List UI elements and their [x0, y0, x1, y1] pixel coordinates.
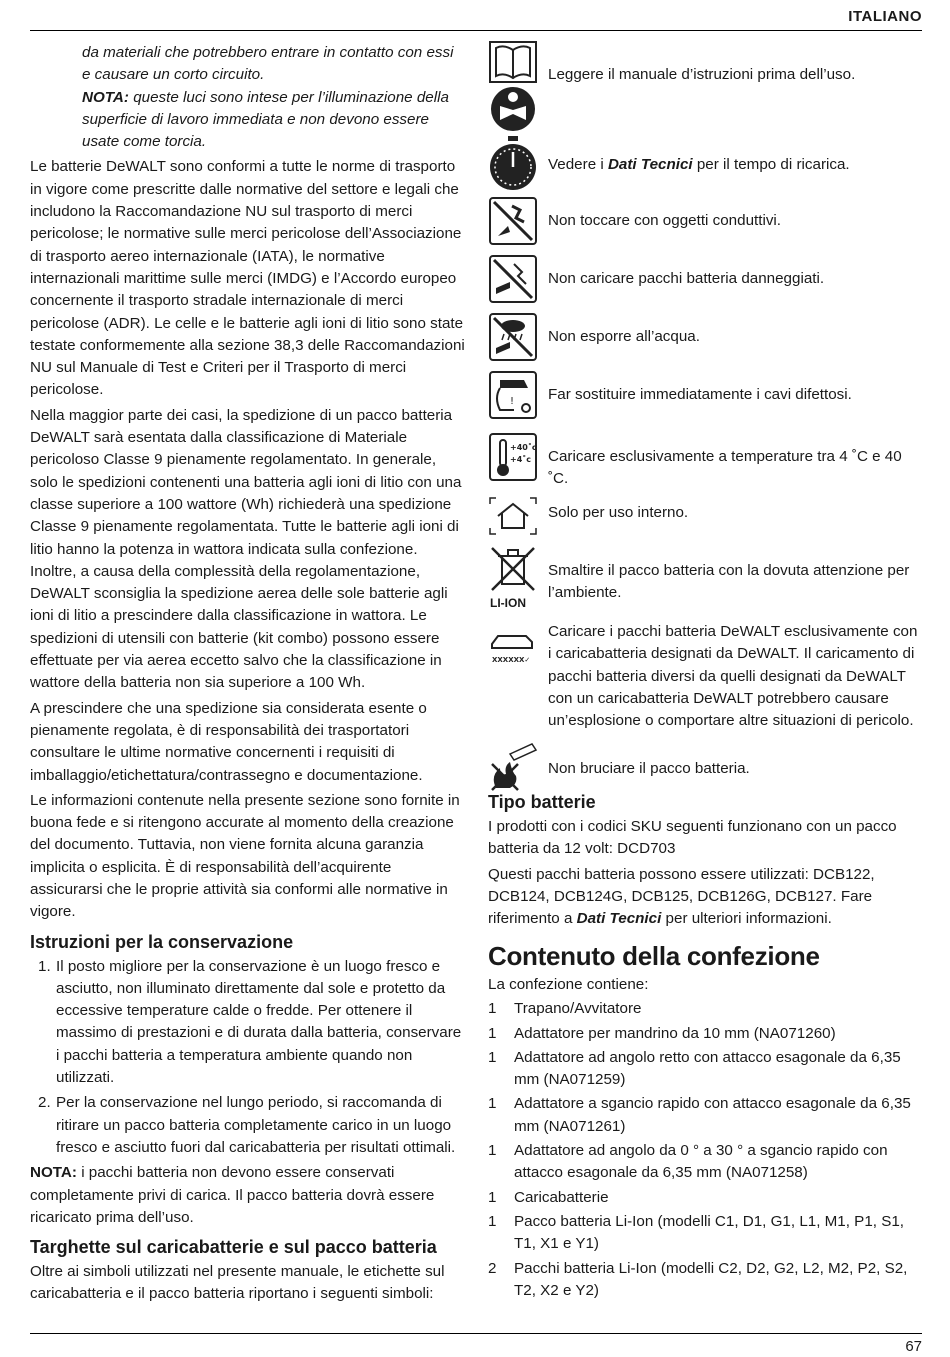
symbol-charge-time — [488, 136, 924, 192]
list-item: 1 Adattatore ad angolo retto con attacco esagonale da 6,35 mm (NA071259) — [488, 1048, 901, 1089]
list-item: 1 Pacco batteria Li-Ion (modelli C1, D1, G1, L1, M1, P1, S1, T1, X1 e Y1) — [488, 1212, 904, 1253]
labels-heading: Targhette sul caricabatterie e sul pacco batteria — [30, 1237, 437, 1258]
battery-type-para1: I prodotti con i codici SKU seguenti funzionano con un pacco batteria da 12 volt: DCD703 — [488, 818, 897, 858]
list-item: 1 Adattatore ad angolo da 0 ° a 30 ° a sgancio rapido con attacco esagonale da 6,35 mm (NA071258) — [488, 1142, 888, 1182]
manual-book-icon — [488, 40, 538, 84]
symbol-read-manual — [488, 40, 924, 130]
package-heading: Contenuto della confezione — [488, 941, 820, 971]
thermometer-icon — [488, 432, 538, 482]
symbol-replace-cords — [488, 370, 924, 420]
symbol-temperature — [488, 432, 924, 488]
symbol-no-burn — [488, 740, 924, 792]
charger-battery-icon — [488, 630, 538, 666]
svg-text:+40˚c: +40˚c — [510, 443, 537, 452]
indoor-house-icon — [488, 496, 538, 536]
package-section — [488, 940, 924, 1304]
left-column — [30, 42, 466, 1309]
list-item: 1 Trapano/Avvitatore — [488, 1000, 642, 1018]
battery-type-section — [488, 790, 924, 933]
symbol-dispose — [488, 544, 924, 612]
svg-text:XXXXXX✓: XXXXXX✓ — [492, 656, 531, 664]
transport-paragraph: Le batterie DeWALT sono conformi a tutte le norme di trasporto in vigore come prescritte dalle normative del settore e legali che includono la Raccomandazione NU sul trasporto di merci pericolose; le normative sulle merci pericolose dell’Associazione di trasporto aereo internazionale (IATA), le normative internazionali marittime sulle merci (IMDG) e l’Accordo europeo concernente il trasporto stradale internazionale di merci pericolose (ADR). Le celle e le batterie agli ioni di litio sono state testate conformemente alla sezione 38,3 delle Raccomandazioni NU sul Manuale di Test e Criteri per il Trasporto di merci pericolose. — [30, 158, 465, 399]
no-water-text: Non esporre all’acqua. — [548, 328, 700, 345]
no-damaged-text: Non caricare pacchi batteria danneggiati. — [548, 270, 825, 287]
no-conductive-objects-icon — [488, 196, 538, 246]
only-dewalt-text: Caricare i pacchi batteria DeWALT esclusivamente con i caricabatteria designati da DeWALT. Il caricamento di pacchi batteria diversi da quelli designati da DeWALT con un caricabatteria DeWALT potrebbero causare un’esplosione o comportare altre situazioni di pericolo. — [548, 623, 918, 730]
no-conductive-text: Non toccare con oggetti conduttivi. — [548, 212, 782, 229]
battery-type-heading: Tipo batterie — [488, 792, 596, 812]
list-item: 2 Pacchi batteria Li-Ion (modelli C2, D2, G2, L2, M2, P2, S2, T2, X2 e Y2) — [488, 1259, 908, 1299]
storage-note: NOTA: i pacchi batteria non devono essere conservati completamente privi di carica. Il pacco batteria dovrà essere ricaricato prima dell’uso. — [30, 1164, 435, 1226]
nota-text: queste luci sono intese per l’illuminazione della superficie di lavoro immediata e non devono essere usate come torcia. — [82, 88, 449, 151]
labels-text: Oltre ai simboli utilizzati nel presente manuale, le etichette sul caricabatteria e il pacco batteria riportano i seguenti simboli: — [30, 1263, 445, 1303]
crossed-bin-icon — [488, 544, 538, 594]
list-item: 1. Il posto migliore per la conservazione è un luogo fresco e asciutto, non illuminato direttamente dal sole e protetto da eccessive temperature calde o fredde. Per ottenere il massimo di prestazioni e di durata dalla batteria, conservare i pacchi batteria a temperatura ambiente quando non utilizzati. — [38, 957, 462, 1087]
no-burn-text: Non bruciare il pacco batteria. — [548, 760, 750, 777]
intro-italic: da materiali che potrebbero entrare in contatto con essi e causare un corto circuito. NOTA: queste luci sono intese per l’illuminazione della superficie di lavoro immediata e non devono essere usate come torcia. — [82, 44, 454, 151]
symbol-no-damaged — [488, 254, 924, 304]
no-fire-icon — [488, 740, 538, 792]
no-water-icon — [488, 312, 538, 362]
symbol-only-dewalt — [488, 620, 924, 735]
li-ion-label: LI-ION — [490, 596, 526, 610]
package-intro: La confezione contiene: — [488, 976, 649, 993]
indoor-text: Solo per uso interno. — [548, 504, 689, 521]
symbol-indoor — [488, 496, 924, 536]
replace-cords-text: Far sostituire immediatamente i cavi difettosi. — [548, 386, 852, 403]
list-item: 2. Per la conservazione nel lungo periodo, si raccomanda di ritirare un pacco batteria completamente carico in un luogo fresco e asciutto fuori dal caricabatteria per risultati ottimali. — [38, 1094, 456, 1156]
bottom-divider — [30, 1333, 922, 1334]
page-number: 67 — [905, 1338, 922, 1355]
language-header: ITALIANO — [848, 8, 922, 25]
timer-icon — [488, 136, 538, 192]
defective-cord-icon — [488, 370, 538, 420]
list-item: 1 Adattatore per mandrino da 10 mm (NA071260) — [488, 1024, 836, 1042]
svg-text:+4˚c: +4˚c — [510, 455, 532, 464]
storage-heading: Istruzioni per la conservazione — [30, 931, 294, 952]
symbol-no-conductive — [488, 196, 924, 246]
storage-list — [30, 956, 466, 1160]
top-divider — [30, 30, 922, 31]
read-instructions-icon — [488, 86, 538, 132]
read-manual-text: Leggere il manuale d’istruzioni prima dell’uso. — [548, 66, 856, 83]
symbol-no-water — [488, 312, 924, 362]
dispose-text: Smaltire il pacco batteria con la dovuta attenzione per l’ambiente. — [548, 562, 910, 602]
nota-label: NOTA: — [82, 88, 129, 106]
no-damaged-battery-icon — [488, 254, 538, 304]
info-paragraph: Le informazioni contenute nella presente sezione sono fornite in buona fede e si ritengono accurate al momento della creazione del documento. Tuttavia, non viene fornita alcuna garanzia implicita o esplicita. È di responsabilità dell’acquirente assicurarsi che le proprie attività sia conformi alle normative in vigore. — [30, 791, 460, 921]
responsibility-paragraph: A prescindere che una spedizione sia considerata esente o pienamente regolata, è di responsabilità dei trasportatori consultare le ultime normative concernenti i requisiti di imballaggio/etichettatura/contrassegno e documentazione. — [30, 699, 427, 784]
temperature-text: Caricare esclusivamente a temperature tra 4 ˚C e 40 ˚C. — [548, 448, 902, 488]
battery-type-para2: Questi pacchi batteria possono essere utilizzati: DCB122, DCB124, DCB124G, DCB125, DCB126G, DCB127. Fare riferimento a Dati Tecnici per ulteriori informazioni. — [488, 865, 875, 928]
charge-time-text: Vedere i Dati Tecnici per il tempo di ricarica. — [548, 156, 850, 173]
list-item: 1 Adattatore a sgancio rapido con attacco esagonale da 6,35 mm (NA071261) — [488, 1095, 911, 1135]
shipping-paragraph: Nella maggior parte dei casi, la spedizione di un pacco batteria DeWALT sarà esentata dalla classificazione di Materiale pericoloso Classe 9 pienamente regolamentato. In generale, solo le spedizioni contenenti una batteria agli ioni di litio con una classe superiore a 100 wattore (Wh) richiederà una spedizione Classe 9 pienamente regolamentata. Tutte le batterie agli ioni di litio hanno la potenza in wattora indicata sulla confezione. Inoltre, a causa della complessità della regolamentazione, DeWALT sconsiglia la spedizione aerea delle sole batterie agli ioni di litio a prescindere dalla classificazione in wattora. Le spedizioni di utensili con batterie (kit combo) possono essere effettuate per via aerea eccetto salvo che la classificazione in wattore della batteria non sia superiore a 100 Wh. — [30, 406, 462, 692]
svg-text:!: ! — [510, 396, 515, 407]
list-item: 1 Caricabatterie — [488, 1188, 609, 1206]
